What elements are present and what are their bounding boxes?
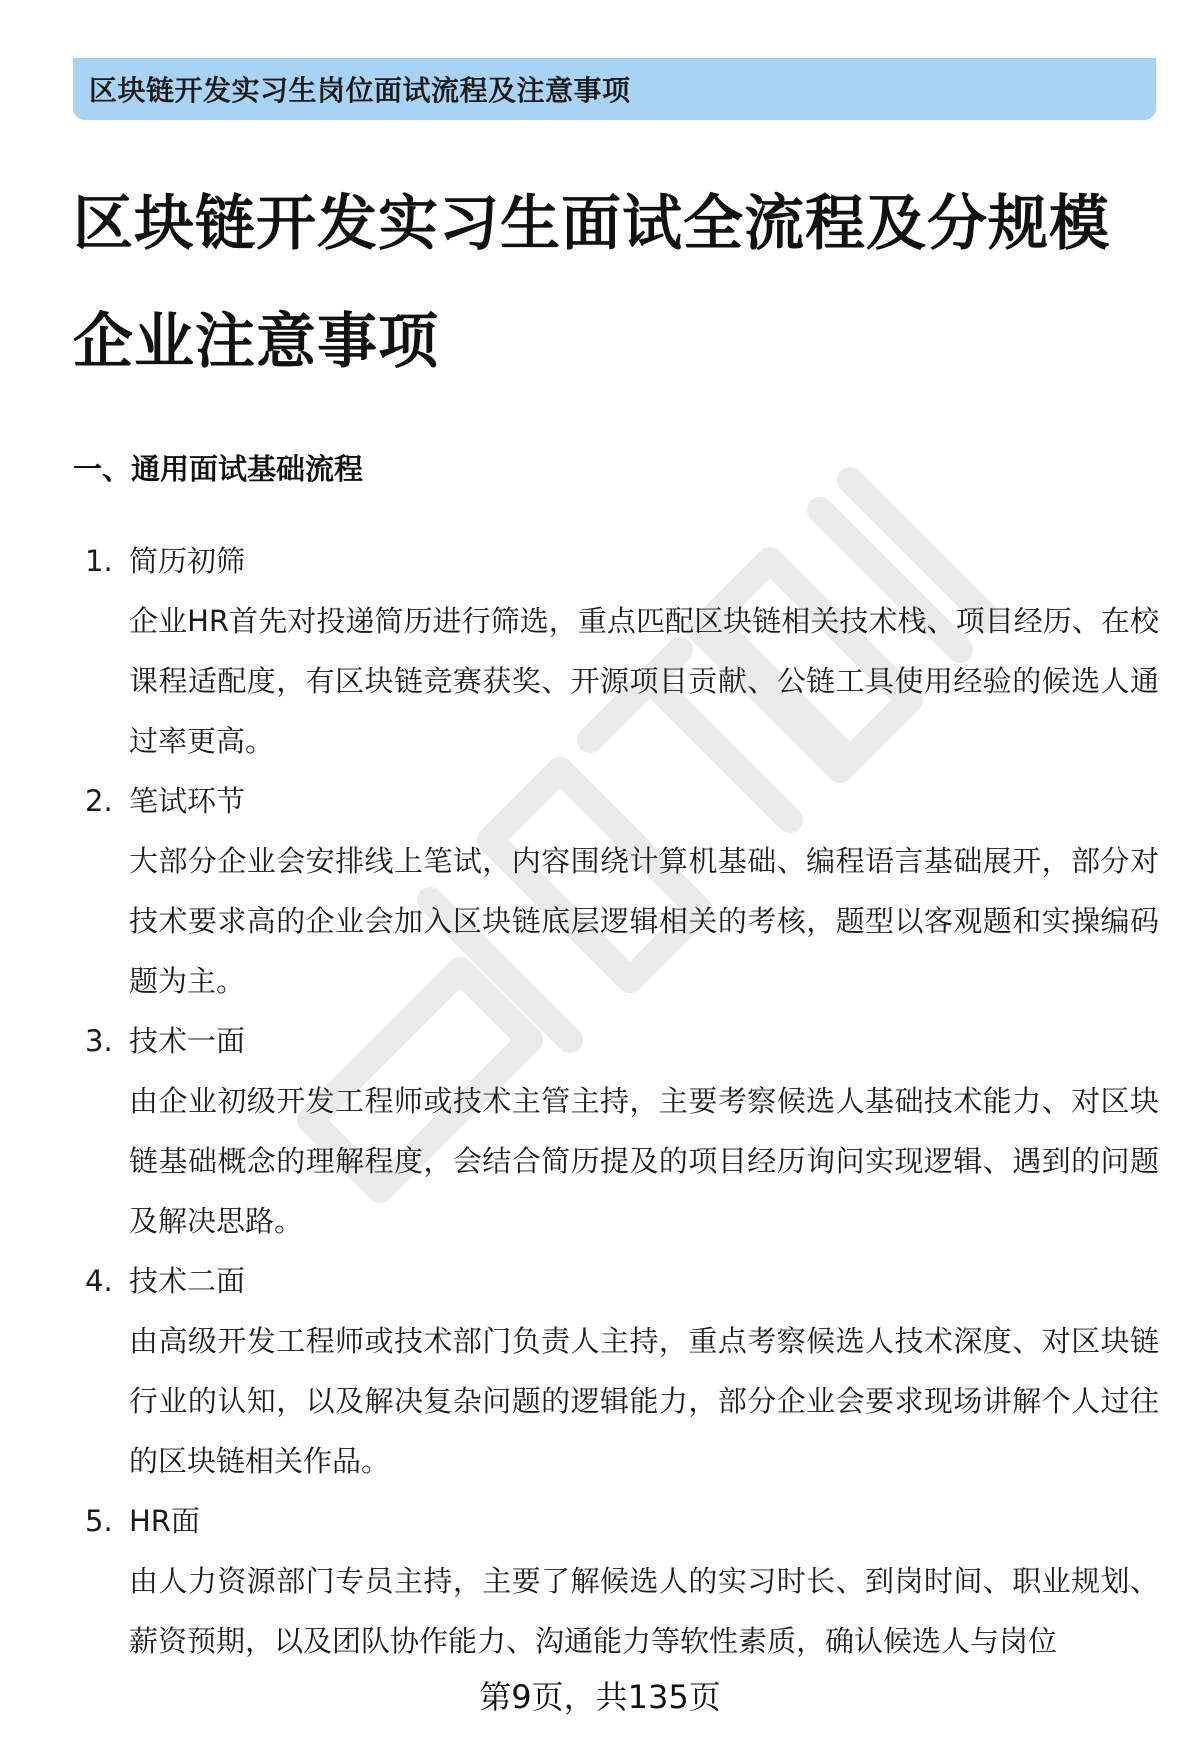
- step-title: HR面: [129, 1504, 200, 1538]
- step-number: 2.: [85, 784, 113, 818]
- step-title: 笔试环节: [129, 784, 246, 818]
- step-title: 技术一面: [129, 1024, 246, 1058]
- step-title: 技术二面: [129, 1264, 246, 1298]
- step-number: 3.: [85, 1024, 113, 1058]
- header-banner: [73, 58, 1156, 120]
- process-step: [73, 771, 1163, 1011]
- banner-title: 区块链开发实习生岗位面试流程及注意事项: [89, 74, 631, 107]
- step-description: 企业HR首先对投递简历进行筛选，重点匹配区块链相关技术栈、项目经历、在校课程适配度，有区块链竞赛获奖、开源项目贡献、公链工具使用经验的候选人通过率更高。: [129, 604, 1159, 758]
- step-description: 由高级开发工程师或技术部门负责人主持，重点考察候选人技术深度、对区块链行业的认知，以及解决复杂问题的逻辑能力，部分企业会要求现场讲解个人过往的区块链相关作品。: [129, 1324, 1159, 1478]
- process-step: [73, 531, 1163, 771]
- step-description: 由人力资源部门专员主持，主要了解候选人的实习时长、到岗时间、职业规划、薪资预期，以及团队协作能力、沟通能力等软性素质，确认候选人与岗位: [129, 1564, 1159, 1658]
- step-title: 简历初筛: [129, 544, 246, 578]
- process-step: [73, 1011, 1163, 1251]
- process-step: [73, 1251, 1163, 1491]
- process-step: [73, 1491, 1163, 1671]
- step-description: 大部分企业会安排线上笔试，内容围绕计算机基础、编程语言基础展开，部分对技术要求高的企业会加入区块链底层逻辑相关的考核，题型以客观题和实操编码题为主。: [129, 844, 1159, 998]
- step-number: 1.: [85, 544, 113, 578]
- page-indicator: 第9页，共135页: [479, 1678, 721, 1716]
- section-heading: 一、通用面试基础流程: [73, 452, 364, 486]
- process-steps-list: [73, 531, 1163, 1671]
- document-title: 区块链开发实习生面试全流程及分规模企业注意事项: [73, 189, 1110, 377]
- step-description: 由企业初级开发工程师或技术主管主持，主要考察候选人基础技术能力、对区块链基础概念的理解程度，会结合简历提及的项目经历询问实现逻辑、遇到的问题及解决思路。: [129, 1084, 1159, 1238]
- step-number: 4.: [85, 1264, 113, 1298]
- step-number: 5.: [85, 1504, 113, 1538]
